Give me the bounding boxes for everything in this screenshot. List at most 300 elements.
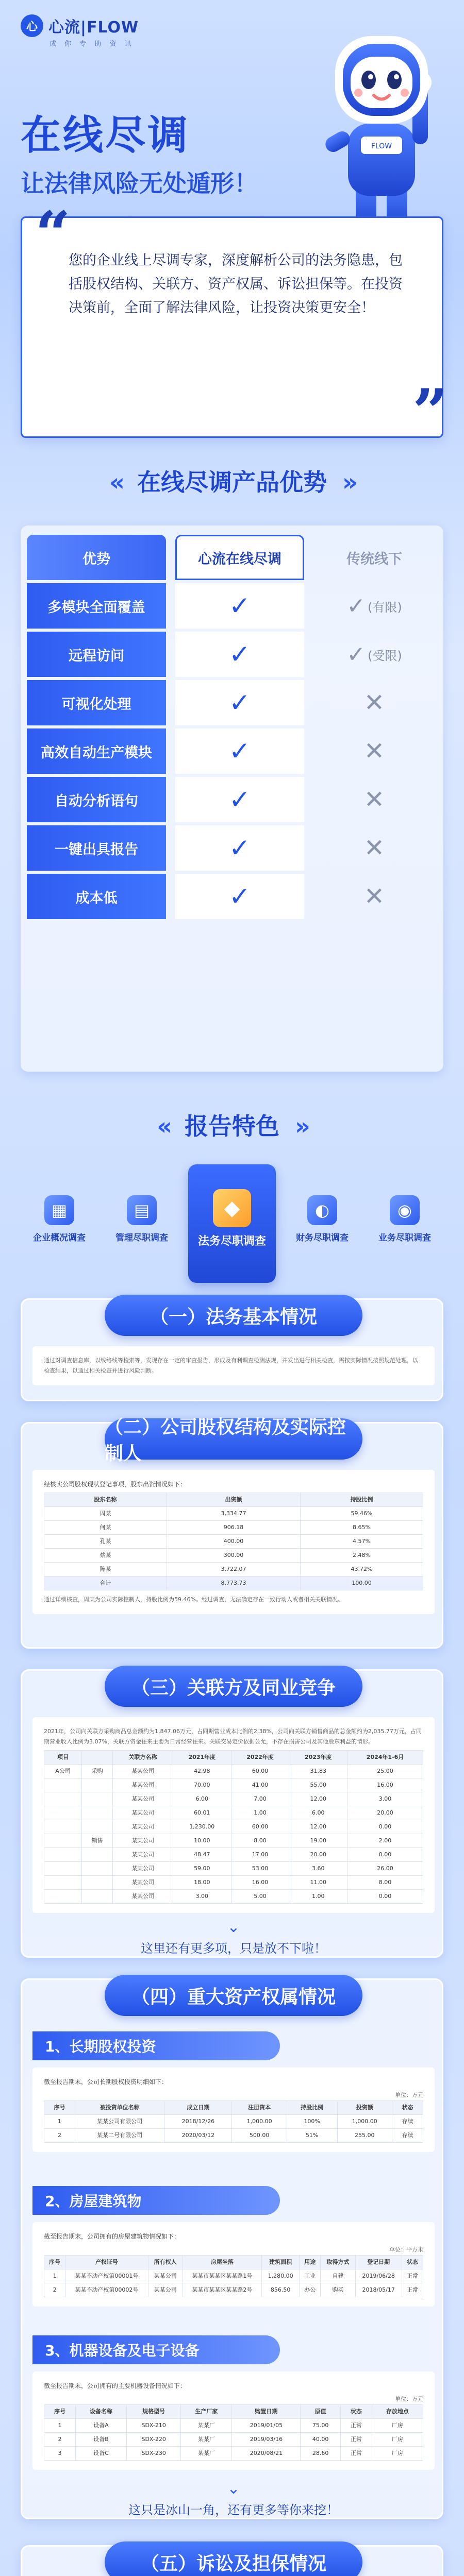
traditional-cell [312,777,436,822]
table-cell: 5.00 [231,1890,289,1904]
table-cell: 某某不动产权第00002号 [65,2283,148,2297]
table-cell: 0.00 [347,1890,423,1904]
table-cell: 某某公司有限公司 [75,2115,164,2129]
table-cell: 厂房 [372,2433,423,2447]
table-cell: 3.00 [173,1890,231,1904]
table-cell [44,1848,82,1862]
table-cell: 70.00 [173,1778,231,1792]
table-cell: 3,722.07 [167,1563,301,1577]
table-cell: SDX-220 [127,2433,181,2447]
table-cell: 43.72% [300,1563,423,1577]
table-cell: 60.00 [231,1820,289,1834]
table-cell: 60.01 [173,1806,231,1820]
ours-cell [175,825,304,871]
section-title: （一）法务基本情况 [105,1295,362,1336]
table-cell: 某某公司 [113,1862,173,1876]
table-header-cell: 2022年度 [231,1751,289,1765]
business-icon: ◉ [390,1195,420,1225]
table-row [44,1563,423,1577]
table-cell: 某某厂 [181,2447,232,2461]
table-cell: 2020/03/12 [164,2129,232,2143]
table-cell: 正常 [402,2269,423,2283]
table-cell: 存续 [392,2129,423,2143]
table-cell: 255.00 [337,2129,392,2143]
section-assets [21,1978,443,2519]
table-cell: 55.00 [289,1778,347,1792]
table-row [44,1507,423,1521]
table-cell: 53.00 [231,1862,289,1876]
table-row [44,1549,423,1563]
table-cell: 某某公司 [113,1820,173,1834]
table-cell: 1,000.00 [232,2115,287,2129]
table-cell: 75.00 [301,2419,340,2433]
table-cell: 60.00 [231,1765,289,1778]
table-cell: 1 [44,2269,65,2283]
table-cell: 31.83 [289,1765,347,1778]
table-header-cell: 状态 [340,2405,372,2419]
table-cell: 1 [44,2419,76,2433]
table-cell: 正常 [340,2419,372,2433]
table-cell: 16.00 [231,1876,289,1890]
table-row [44,1778,423,1792]
table-header-cell: 状态 [402,2256,423,2269]
table-cell: 设备C [75,2447,126,2461]
table-cell: 2018/12/26 [164,2115,232,2129]
table-cell: 某某公司 [148,2269,183,2283]
table-cell: 正常 [340,2447,372,2461]
hero-title: 在线尽调 [21,112,190,159]
finance-icon: ◐ [307,1195,337,1225]
tab-legal[interactable] [188,1164,276,1283]
table-header-cell: 关联方名称 [113,1751,173,1765]
trad-note: (受限) [368,648,402,663]
tab-label: 财务尽职调查 [296,1233,349,1243]
feature-label: 成本低 [27,874,166,919]
feature-label: 多模块全面覆盖 [27,583,166,629]
header-traditional: 传统线下 [346,551,402,567]
traditional-cell [312,728,436,774]
table-cell: 3.00 [347,1792,423,1806]
table-cell [44,1806,82,1820]
table-cell: 陈某 [44,1563,167,1577]
traditional-cell [312,632,436,677]
table-cell: 11.00 [289,1876,347,1890]
section-title: （五）诉讼及担保情况 [105,2541,362,2576]
chevron-right-icon: » [295,1112,307,1140]
check-icon: ✓ [229,833,251,863]
table-cell [44,1862,82,1876]
traditional-cell [312,825,436,871]
table-row [44,1848,423,1862]
table-header-cell: 出资额 [167,1493,301,1507]
check-icon: ✓ [346,592,366,619]
section-title: （二）公司股权结构及实际控制人 [105,1418,362,1460]
table-cell: 2018/05/17 [355,2283,402,2297]
section-title: （四）重大资产权属情况 [105,1975,362,2016]
check-icon: ✓ [229,591,251,621]
table-cell: 某某市某某区某某路1号 [183,2269,261,2283]
table-cell: SDX-230 [127,2447,181,2461]
check-icon: ✓ [229,785,251,815]
chevron-double-down-icon: ⌄ [227,1918,240,1936]
table-cell: 某某公司 [113,1890,173,1904]
table-header-cell: 建筑面积 [262,2256,300,2269]
table-row [44,1820,423,1834]
table-header-cell: 2023年度 [289,1751,347,1765]
table-cell: 合计 [44,1577,167,1590]
table-header-cell: 房屋坐落 [183,2256,261,2269]
table-header-cell: 持股比例 [300,1493,423,1507]
table-cell: 26.00 [347,1862,423,1876]
related-table [44,1750,423,1904]
doc-unit: 单位：万元 [395,2092,423,2098]
robot-mascot-illustration [304,26,454,242]
feature-label: 高效自动生产模块 [27,728,166,774]
table-cell [82,1890,113,1904]
table-cell: 20.00 [289,1848,347,1862]
table-cell: 正常 [340,2433,372,2447]
table-row [44,2129,423,2143]
table-cell [82,1778,113,1792]
table-cell: 设备B [75,2433,126,2447]
table-cell: 17.00 [231,1848,289,1862]
comparison-row [21,825,443,871]
ours-cell [175,874,304,919]
table-cell: 某某公司 [113,1765,173,1778]
doc-intro: 截至报告期末，公司拥有的房屋建筑物情况如下： [44,2233,180,2240]
table-cell: 2 [44,2129,75,2143]
table-row [44,2433,423,2447]
table-cell: 办公 [300,2283,321,2297]
table-row [44,1521,423,1535]
trad-note: (有限) [368,600,402,615]
table-cell: 自建 [321,2269,355,2283]
table-cell: 6.00 [289,1806,347,1820]
table-cell: 某某公司 [113,1778,173,1792]
table-cell: 3.60 [289,1862,347,1876]
table-cell: 48.47 [173,1848,231,1862]
table-row [44,2447,423,2461]
quote-close-icon: ” [412,376,449,448]
table-cell: 1 [44,2115,75,2129]
table-cell: 100.00 [300,1577,423,1590]
table-header-cell: 序号 [44,2256,65,2269]
table-cell: 2.00 [347,1834,423,1848]
table-header-cell: 取得方式 [321,2256,355,2269]
table-header-cell: 存放地点 [372,2405,423,2419]
table-row [44,1890,423,1904]
more-hint-text: 这只是冰山一角，还有更多等你来挖！ [128,2503,339,2517]
table-cell [82,1820,113,1834]
table-cell: 41.00 [231,1778,289,1792]
doc-intro: 截至报告期末，公司拥有的主要机器设备情况如下： [44,2382,187,2389]
table-cell: 设备A [75,2419,126,2433]
table-cell: 8.00 [231,1834,289,1848]
check-icon: ✓ [229,736,251,766]
chevron-left-icon: « [157,1112,169,1140]
subsection-equipment: 3、机器设备及电子设备 [32,2335,280,2364]
table-cell: 某某厂 [181,2419,232,2433]
table-cell: 100% [287,2115,337,2129]
table-cell: 某某厂 [181,2433,232,2447]
table-cell: 7.00 [231,1792,289,1806]
table-header-cell: 状态 [392,2101,423,2115]
building-icon: ▦ [44,1195,74,1225]
table-cell: 何某 [44,1521,167,1535]
table-cell [44,1834,82,1848]
table-cell: SDX-210 [127,2419,181,2433]
comparison-row [21,632,443,677]
check-icon: ✓ [229,882,251,911]
comparison-header-row [21,535,443,580]
table-row [44,1535,423,1549]
chevron-double-down-icon: ⌄ [227,2480,240,2498]
chevron-left-icon: « [109,468,122,496]
cross-icon: ✕ [363,834,385,862]
ours-cell [175,583,304,629]
related-intro: 2021年，公司向关联方采购商品总金额约为1,847.06万元，占同期营业成本比例的2.38%，公司向关联方销售商品的总金额约为2,035.77万元，占同期营业收入比例为3.07%，关联方资金往来主要为日常经营往来。关联交易定价依据公允，不存在损害公司及其他股东利益的情形。 [44,1728,422,1745]
table-cell: 20.00 [347,1806,423,1820]
comparison-row [21,728,443,774]
doc-unit: 单位：万元 [395,2396,423,2402]
check-icon: ✓ [346,641,366,668]
ours-cell [175,777,304,822]
more-hint [22,1918,445,1956]
features-heading-text: 报告特色 [185,1112,279,1140]
tab-finance[interactable] [284,1180,361,1278]
traditional-cell [312,680,436,725]
table-cell: 某某二号有限公司 [75,2129,164,2143]
table-cell: A公司 [44,1765,82,1778]
table-cell [82,1862,113,1876]
tab-label: 管理尽职调查 [115,1233,168,1243]
brand-name: 心流|FLOW [48,19,139,37]
table-row [44,1806,423,1820]
quote-open-icon: “ [35,198,71,270]
feature-label: 自动分析语句 [27,777,166,822]
table-cell: 2 [44,2283,65,2297]
buildings-table [44,2255,423,2297]
table-cell: 孔某 [44,1535,167,1549]
table-row [44,2269,423,2283]
table-cell: 400.00 [167,1535,301,1549]
traditional-cell [312,583,436,629]
table-cell: 周某 [44,1507,167,1521]
section-text: 通过对调查信息库，以线络线等检索等，发现存在一定的审查报告，形成及有利调查检测法规，并发出进行相关检查，需按实际情况按照规范处理，以检查结果，以通过相关检查并进行风险判断。 [44,1357,418,1374]
comparison-row [21,680,443,725]
subsection-equity-investment: 1、长期股权投资 [32,2031,280,2060]
table-cell: 销售 [82,1834,113,1848]
doc-unit: 单位：平方米 [389,2246,423,2253]
table-header-cell: 成立日期 [164,2101,232,2115]
tab-management[interactable] [103,1180,180,1278]
table-cell: 蔡某 [44,1549,167,1563]
table-cell: 8.65% [300,1521,423,1535]
tab-business[interactable] [366,1180,443,1278]
doc-intro: 截至报告期末，公司长期股权投资明细如下： [44,2078,168,2086]
table-cell: 6.00 [173,1792,231,1806]
ours-cell [175,632,304,677]
tab-label: 法务尽职调查 [197,1235,266,1248]
table-cell [82,1792,113,1806]
buildings-document [32,2222,435,2307]
table-cell: 2019/03/16 [232,2433,301,2447]
table-cell: 1.00 [231,1806,289,1820]
table-header-cell [82,1751,113,1765]
equipment-table [44,2404,423,2461]
investment-document [32,2067,435,2152]
cross-icon: ✕ [363,737,385,766]
table-cell: 某某公司 [113,1848,173,1862]
more-hint [22,2480,445,2518]
table-cell: 59.00 [173,1862,231,1876]
table-cell: 1.00 [289,1890,347,1904]
table-cell: 某某公司 [113,1876,173,1890]
table-cell: 12.00 [289,1792,347,1806]
section-litigation [21,2545,443,2576]
intro-text: 您的企业线上尽调专家，深度解析公司的法务隐患，包括股权结构、关联方、资产权属、诉讼担保等。在投资决策前，全面了解法律风险，让投资决策更安全！ [69,252,403,316]
tab-label: 业务尽职调查 [378,1233,431,1243]
feature-label: 可视化处理 [27,680,166,725]
table-cell: 某某公司 [113,1792,173,1806]
table-cell [44,1876,82,1890]
chevron-right-icon: » [342,468,355,496]
comparison-row [21,583,443,629]
table-cell: 10.00 [173,1834,231,1848]
table-cell: 2.48% [300,1549,423,1563]
law-icon: ◆ [213,1189,251,1227]
table-header-cell: 序号 [44,2101,75,2115]
table-cell: 2019/01/05 [232,2419,301,2433]
ours-cell [175,728,304,774]
table-cell: 1,000.00 [337,2115,392,2129]
cross-icon: ✕ [363,882,385,911]
investment-table [44,2100,423,2143]
section-body [32,1346,435,1385]
table-cell: 19.00 [289,1834,347,1848]
subsection-buildings: 2、房屋建筑物 [32,2186,280,2215]
table-cell: 4.57% [300,1535,423,1549]
ours-cell [175,680,304,725]
table-cell: 正常 [402,2283,423,2297]
document-icon: ▤ [127,1195,157,1225]
table-row [44,1876,423,1890]
table-cell: 0.00 [347,1848,423,1862]
comparison-table [21,526,443,1072]
table-row [44,1577,423,1590]
table-header-cell: 所有权人 [148,2256,183,2269]
table-header-cell: 登记日期 [355,2256,402,2269]
table-row [44,1792,423,1806]
equity-note: 通过详细核查，周某为公司实际控制人，持股比例为59.46%。经过调查，无法确定存在一致行动人或者相关关联情况。 [44,1596,343,1603]
table-cell: 某某公司 [113,1806,173,1820]
table-cell: 500.00 [232,2129,287,2143]
table-cell: 2 [44,2433,76,2447]
table-cell: 厂房 [372,2447,423,2461]
table-row [44,1834,423,1848]
table-cell: 购买 [321,2283,355,2297]
table-row [44,2115,423,2129]
cross-icon: ✕ [363,688,385,717]
table-cell: 3,334.77 [167,1507,301,1521]
table-header-cell: 设备名称 [75,2405,126,2419]
traditional-cell [312,874,436,919]
brand-logo [21,14,139,37]
table-header-cell: 股东名称 [44,1493,167,1507]
feature-label: 一键出具报告 [27,825,166,871]
table-cell [82,1876,113,1890]
section-title: （三）关联方及同业竞争 [105,1666,362,1707]
table-cell: 8.00 [347,1876,423,1890]
table-cell [44,1890,82,1904]
table-row [44,2283,423,2297]
table-cell [82,1806,113,1820]
header-ours: 心流在线尽调 [175,535,304,580]
table-cell: 工业 [300,2269,321,2283]
feature-tabs [21,1180,443,1278]
table-header-cell: 持股比例 [287,2101,337,2115]
table-cell: 51% [287,2129,337,2143]
cross-icon: ✕ [363,785,385,814]
equity-table [44,1493,423,1590]
table-cell: 18.00 [173,1876,231,1890]
header-feature: 优势 [27,535,166,580]
table-cell: 3 [44,2447,76,2461]
table-cell [44,1820,82,1834]
table-cell: 1,230.00 [173,1820,231,1834]
table-header-cell: 规格型号 [127,2405,181,2419]
table-cell: 某某市某某区某某路2号 [183,2283,261,2297]
table-cell: 某某不动产权第00001号 [65,2269,148,2283]
table-header-cell: 购置日期 [232,2405,301,2419]
related-document [32,1717,435,1913]
table-cell: 12.00 [289,1820,347,1834]
table-cell: 300.00 [167,1549,301,1563]
table-row [44,1765,423,1778]
logo-icon: 心 [21,14,43,37]
table-cell [82,1848,113,1862]
advantages-heading [0,464,464,498]
table-row [44,2419,423,2433]
table-cell: 16.00 [347,1778,423,1792]
more-hint-text: 这里还有更多项，只是放不下啦！ [141,1941,326,1956]
advantages-heading-text: 在线尽调产品优势 [137,468,327,496]
table-cell: 某某公司 [148,2283,183,2297]
table-cell: 某某公司 [113,1834,173,1848]
svg-text:FLOW: FLOW [371,142,392,150]
tab-company-overview[interactable] [21,1180,98,1278]
table-cell: 28.60 [301,2447,340,2461]
table-cell: 8,773.73 [167,1577,301,1590]
table-header-cell: 序号 [44,2405,76,2419]
comparison-row [21,874,443,919]
check-icon: ✓ [229,639,251,669]
table-cell: 存续 [392,2115,423,2129]
table-cell: 906.18 [167,1521,301,1535]
table-cell: 2019/06/28 [355,2269,402,2283]
section-equity [21,1417,443,1649]
table-row [44,1862,423,1876]
table-header-cell: 生产厂家 [181,2405,232,2419]
tab-label: 企业概况调查 [33,1233,86,1243]
table-header-cell: 注册资本 [232,2101,287,2115]
table-header-cell: 2021年度 [173,1751,231,1765]
table-cell [44,1778,82,1792]
comparison-row [21,777,443,822]
table-cell [44,1792,82,1806]
table-cell: 1,280.00 [262,2269,300,2283]
table-cell: 25.00 [347,1765,423,1778]
